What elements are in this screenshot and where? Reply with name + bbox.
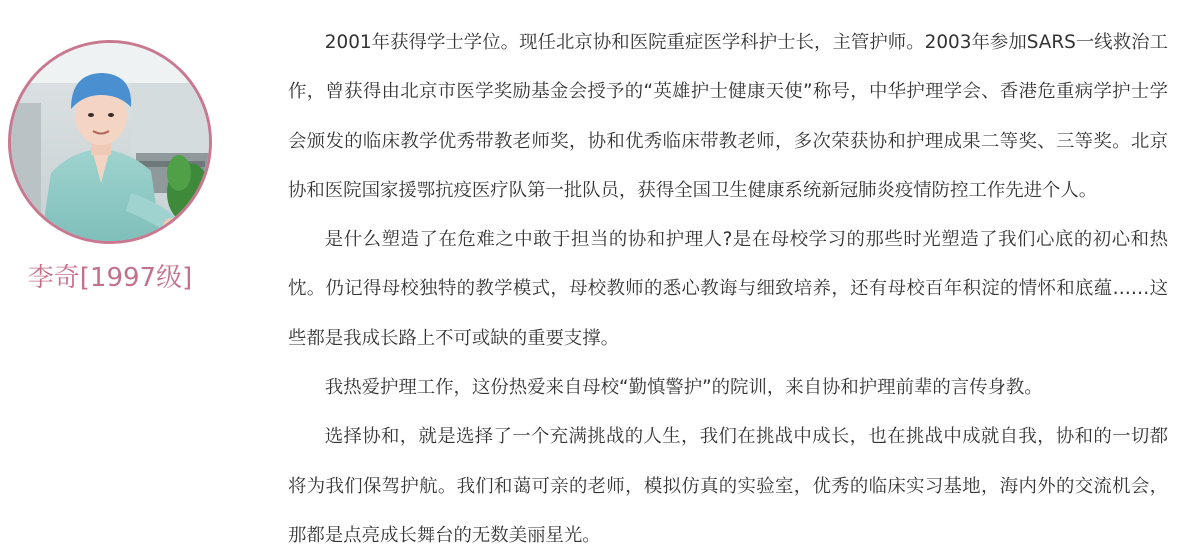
bio-paragraph: 选择协和，就是选择了一个充满挑战的人生，我们在挑战中成长，也在挑战中成就自我，协和的一切都将为我们保驾护航。我们和蔼可亲的老师，模拟仿真的实验室，优秀的临床实习基地，海内外的交流机会，那都是点亮成长舞台的无数美丽星光。	[288, 426, 1168, 546]
bio-text	[288, 18, 1168, 560]
profile-card	[0, 0, 220, 559]
person-name: 李奇[1997级]	[27, 263, 193, 293]
bio-paragraph: 我热爱护理工作，这份热爱来自母校“勤慎警护”的院训，来自协和护理前辈的言传身教。	[324, 377, 1043, 399]
portrait-frame	[8, 40, 212, 244]
portrait-photo	[11, 43, 209, 241]
bio-paragraph: 是什么塑造了在危难之中敢于担当的协和护理人?是在母校学习的那些时光塑造了我们心底的初心和热忱。仍记得母校独特的教学模式，母校教师的悉心教诲与细致培养，还有母校百年积淀的情怀和底蕴……这些都是我成长路上不可或缺的重要支撑。	[288, 229, 1168, 349]
bio-paragraph: 2001年获得学士学位。现任北京协和医院重症医学科护士长，主管护师。2003年参加SARS一线救治工作，曾获得由北京市医学奖励基金会授予的“英雄护士健康天使”称号，中华护理学会、香港危重病学护士学会颁发的临床教学优秀带教老师奖，协和优秀临床带教老师，多次荣获协和护理成果二等奖、三等奖。北京协和医院国家援鄂抗疫医疗队第一批队员，获得全国卫生健康系统新冠肺炎疫情防控工作先进个人。	[288, 32, 1168, 201]
